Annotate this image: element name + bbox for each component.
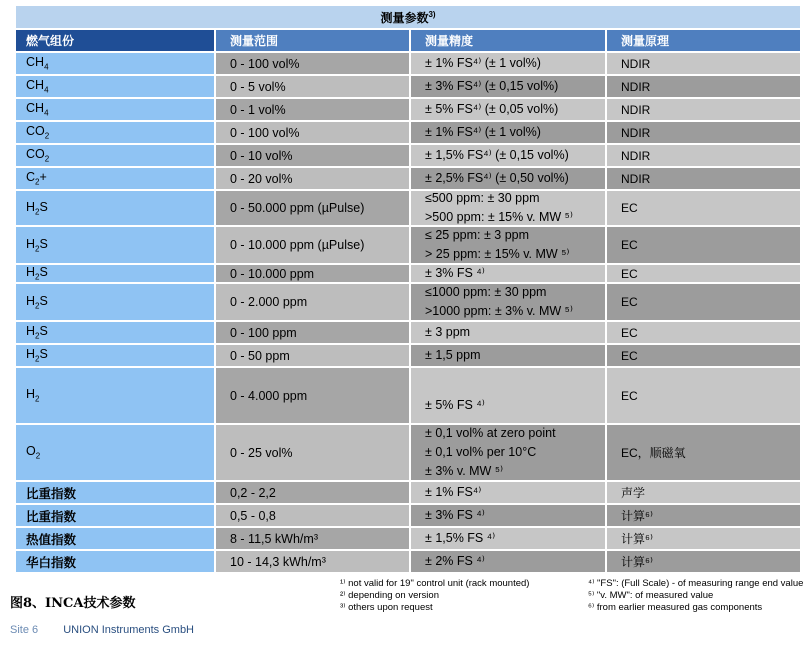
table-body	[15, 52, 801, 573]
cell-gas-component: $H_2S$	[15, 283, 215, 321]
cell-gas-component: $H_2$	[15, 367, 215, 424]
cell-accuracy	[410, 550, 606, 573]
cell-measuring-range: 0 - 10 vol%	[215, 144, 410, 167]
table-row	[15, 344, 801, 367]
table-row	[15, 283, 801, 321]
cell-principle: EC	[606, 344, 801, 367]
cell-measuring-range: 0 - 100 vol%	[215, 121, 410, 144]
table-title: 测量参数$^{3)}$	[15, 5, 801, 29]
accuracy-line: ± 3% FS ⁴⁾	[425, 266, 485, 280]
table-title-row	[15, 5, 801, 29]
header-gas-component: 燃气组份	[15, 29, 215, 52]
figure-caption: 图8、INCA技术参数	[10, 596, 136, 611]
accuracy-line: ± 1% FS⁴⁾ (± 1 vol%)	[425, 56, 541, 70]
accuracy-line: ≤500 ppm: ± 30 ppm	[425, 191, 540, 205]
page-footer	[10, 624, 194, 636]
table-row	[15, 504, 801, 527]
cell-measuring-range: 0 - 20 vol%	[215, 167, 410, 190]
cell-measuring-range: 0 - 100 ppm	[215, 321, 410, 344]
cell-principle: 声学	[606, 481, 801, 504]
footnote: ¹⁾ not valid for 19" control unit (rack mounted)	[340, 578, 530, 589]
table-row	[15, 190, 801, 226]
company-name: UNION Instruments GmbH	[63, 624, 195, 636]
cell-principle: NDIR	[606, 52, 801, 75]
accuracy-line: ≤ 25 ppm: ± 3 ppm	[425, 228, 530, 242]
table-row	[15, 367, 801, 424]
cell-principle: NDIR	[606, 167, 801, 190]
cell-measuring-range: 0 - 50.000 ppm (µPulse)	[215, 190, 410, 226]
accuracy-line: ± 3% v. MW ⁵⁾	[425, 464, 504, 478]
cell-accuracy	[410, 98, 606, 121]
cell-gas-component: $H_2S$	[15, 264, 215, 283]
cell-principle: NDIR	[606, 144, 801, 167]
cell-gas-component: $CO_2$	[15, 144, 215, 167]
accuracy-line: ± 5% FS ⁴⁾	[425, 397, 485, 412]
cell-accuracy	[410, 121, 606, 144]
cell-principle: NDIR	[606, 121, 801, 144]
accuracy-line: > 25 ppm: ± 15% v. MW ⁵⁾	[425, 247, 570, 261]
cell-accuracy	[410, 527, 606, 550]
accuracy-line: ± 0,1 vol% per 10°C	[425, 445, 537, 459]
cell-accuracy	[410, 283, 606, 321]
cell-principle: EC	[606, 367, 801, 424]
cell-gas-component: $H_2S$	[15, 226, 215, 264]
cell-principle: 计算⁶⁾	[606, 550, 801, 573]
cell-principle: EC	[606, 283, 801, 321]
accuracy-line: ± 5% FS⁴⁾ (± 0,05 vol%)	[425, 102, 559, 116]
table-row	[15, 321, 801, 344]
table-row	[15, 550, 801, 573]
cell-gas-component: $H_2S$	[15, 321, 215, 344]
footnotes-right	[588, 578, 803, 614]
table-header-row	[15, 29, 801, 52]
footnote: ⁶⁾ from earlier measured gas components	[588, 602, 763, 613]
page-number: Site 6	[10, 624, 39, 636]
cell-gas-component: $H_2S$	[15, 344, 215, 367]
footnote: ³⁾ others upon request	[340, 602, 433, 613]
header-principle: 测量原理	[606, 29, 801, 52]
cell-measuring-range: 10 - 14,3 kWh/m³	[215, 550, 410, 573]
cell-accuracy	[410, 504, 606, 527]
cell-gas-component: 华白指数	[15, 550, 215, 573]
specifications-table	[14, 4, 802, 574]
cell-accuracy	[410, 344, 606, 367]
accuracy-line: ± 2% FS ⁴⁾	[425, 554, 485, 568]
cell-accuracy	[410, 144, 606, 167]
cell-measuring-range: 0 - 25 vol%	[215, 424, 410, 481]
cell-accuracy	[410, 264, 606, 283]
table-row	[15, 481, 801, 504]
accuracy-line: ± 3% FS⁴⁾ (± 0,15 vol%)	[425, 79, 559, 93]
table-row	[15, 144, 801, 167]
footnote: ⁵⁾ "v. MW": of measured value	[588, 590, 714, 601]
footnote: ⁴⁾ "FS": (Full Scale) - of measuring range end value	[588, 578, 804, 589]
cell-principle: EC	[606, 226, 801, 264]
cell-gas-component: $CH_4$	[15, 52, 215, 75]
cell-measuring-range: 8 - 11,5 kWh/m³	[215, 527, 410, 550]
cell-accuracy	[410, 481, 606, 504]
table-row	[15, 527, 801, 550]
cell-accuracy	[410, 167, 606, 190]
table-row	[15, 52, 801, 75]
accuracy-line: ± 2,5% FS⁴⁾ (± 0,50 vol%)	[425, 171, 569, 185]
accuracy-line: ± 1% FS⁴⁾	[425, 485, 482, 499]
accuracy-line: ± 1,5% FS⁴⁾ (± 0,15 vol%)	[425, 148, 569, 162]
cell-principle: NDIR	[606, 98, 801, 121]
cell-accuracy	[410, 190, 606, 226]
cell-principle: 计算⁶⁾	[606, 504, 801, 527]
cell-accuracy	[410, 424, 606, 481]
table-row	[15, 226, 801, 264]
cell-measuring-range: 0 - 100 vol%	[215, 52, 410, 75]
accuracy-line: ± 0,1 vol% at zero point	[425, 426, 556, 440]
accuracy-line: ± 3 ppm	[425, 325, 471, 339]
accuracy-line: ± 3% FS ⁴⁾	[425, 508, 485, 522]
cell-measuring-range: 0 - 10.000 ppm	[215, 264, 410, 283]
cell-gas-component: $CH_4$	[15, 75, 215, 98]
cell-principle: EC	[606, 321, 801, 344]
accuracy-line: ± 1,5% FS ⁴⁾	[425, 531, 496, 545]
cell-measuring-range: 0 - 5 vol%	[215, 75, 410, 98]
cell-accuracy	[410, 226, 606, 264]
cell-principle: EC	[606, 190, 801, 226]
cell-accuracy	[410, 367, 606, 424]
cell-gas-component: $CO_2$	[15, 121, 215, 144]
accuracy-line: >1000 ppm: ± 3% v. MW ⁵⁾	[425, 304, 573, 318]
table-row	[15, 121, 801, 144]
header-measuring-range: 测量范围	[215, 29, 410, 52]
cell-gas-component: $H_2S$	[15, 190, 215, 226]
cell-measuring-range: 0 - 4.000 ppm	[215, 367, 410, 424]
cell-measuring-range: 0 - 10.000 ppm (µPulse)	[215, 226, 410, 264]
accuracy-line	[425, 379, 605, 394]
table-row	[15, 75, 801, 98]
table-row	[15, 264, 801, 283]
header-accuracy: 测量精度	[410, 29, 606, 52]
accuracy-line: ± 1% FS⁴⁾ (± 1 vol%)	[425, 125, 541, 139]
table-row	[15, 167, 801, 190]
cell-gas-component: 热值指数	[15, 527, 215, 550]
footnote: ²⁾ depending on version	[340, 590, 439, 601]
cell-principle: EC，顺磁氧	[606, 424, 801, 481]
cell-accuracy	[410, 52, 606, 75]
cell-principle: EC	[606, 264, 801, 283]
accuracy-line: ± 1,5 ppm	[425, 348, 481, 362]
cell-gas-component: $C_2+$	[15, 167, 215, 190]
table-row	[15, 424, 801, 481]
footnotes-left	[340, 578, 529, 614]
cell-measuring-range: 0 - 50 ppm	[215, 344, 410, 367]
table-row	[15, 98, 801, 121]
accuracy-line: >500 ppm: ± 15% v. MW ⁵⁾	[425, 210, 573, 224]
accuracy-line: ≤1000 ppm: ± 30 ppm	[425, 285, 547, 299]
cell-measuring-range: 0,5 - 0,8	[215, 504, 410, 527]
cell-gas-component: $O_2$	[15, 424, 215, 481]
cell-measuring-range: 0 - 1 vol%	[215, 98, 410, 121]
cell-accuracy	[410, 321, 606, 344]
cell-accuracy	[410, 75, 606, 98]
cell-principle: 计算⁶⁾	[606, 527, 801, 550]
cell-measuring-range: 0,2 - 2,2	[215, 481, 410, 504]
cell-measuring-range: 0 - 2.000 ppm	[215, 283, 410, 321]
cell-gas-component: 比重指数	[15, 504, 215, 527]
cell-gas-component: $CH_4$	[15, 98, 215, 121]
cell-principle: NDIR	[606, 75, 801, 98]
cell-gas-component: 比重指数	[15, 481, 215, 504]
